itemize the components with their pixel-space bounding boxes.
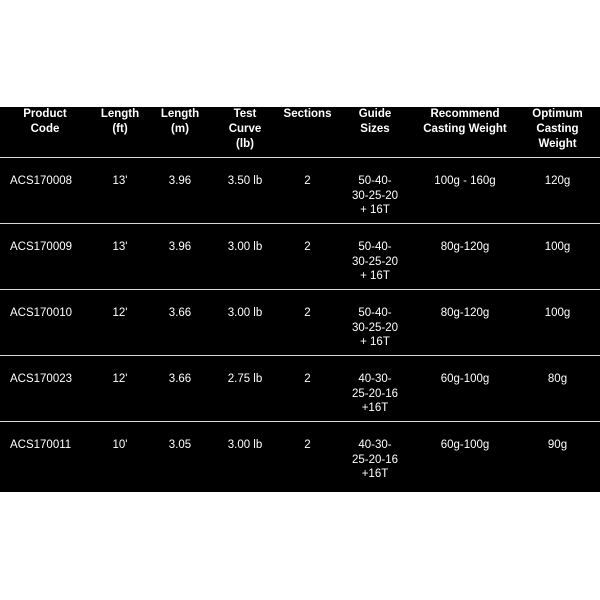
- cell-optimum-casting-weight: 100g: [515, 290, 600, 356]
- table-row: [0, 290, 600, 356]
- cell-guide-sizes: 40-30- 25-20-16 +16T: [351, 439, 399, 480]
- cell-length-ft: 13': [90, 158, 150, 224]
- cell-test-curve: 3.50 lb: [210, 158, 280, 224]
- cell-guide-sizes: 40-30- 25-20-16 +16T: [335, 356, 415, 422]
- cell-sections: 2: [280, 158, 335, 224]
- cell-product-code: ACS170023: [0, 356, 90, 422]
- header-length-m: Length (m): [150, 107, 210, 158]
- cell-length-ft: 12': [90, 356, 150, 422]
- cell-recommend-casting-weight: 100g - 160g: [415, 158, 515, 224]
- cell-sections: 2: [280, 224, 335, 290]
- cell-length-m: 3.66: [150, 290, 210, 356]
- cell-sections: 2: [280, 356, 335, 422]
- cell-optimum-casting-weight: 120g: [515, 158, 600, 224]
- cell-length-ft: 12': [90, 290, 150, 356]
- table-row: [0, 422, 600, 488]
- cell-optimum-casting-weight: 80g: [515, 356, 600, 422]
- cell-sections: 2: [304, 439, 311, 451]
- cell-product-code: ACS170009: [0, 224, 90, 290]
- header-sections: Sections: [280, 107, 335, 158]
- cell-optimum-casting-weight: 100g: [515, 224, 600, 290]
- table-header-row: [0, 107, 600, 158]
- cell-length-m: 3.05: [168, 439, 192, 451]
- cell-test-curve: 3.00 lb: [227, 439, 263, 451]
- cell-test-curve: 2.75 lb: [210, 356, 280, 422]
- cell-product-code: ACS170010: [0, 290, 90, 356]
- header-guide-sizes: Guide Sizes: [335, 107, 415, 158]
- table-row: [0, 158, 600, 224]
- cell-length-ft: 13': [90, 224, 150, 290]
- cell-length-m: 3.96: [150, 158, 210, 224]
- cell-guide-sizes: 50-40- 30-25-20 + 16T: [335, 158, 415, 224]
- cell-guide-sizes: 50-40- 30-25-20 + 16T: [335, 224, 415, 290]
- table-row: [0, 224, 600, 290]
- header-product-code: Product Code: [0, 107, 90, 158]
- header-length-ft: Length (ft): [90, 107, 150, 158]
- header-test-curve: Test Curve (lb): [210, 107, 280, 158]
- header-optimum-casting-weight: Optimum Casting Weight: [515, 107, 600, 158]
- rod-spec-table: [0, 107, 600, 488]
- cell-sections: 2: [280, 290, 335, 356]
- cell-length-m: 3.96: [150, 224, 210, 290]
- cell-recommend-casting-weight: 60g-100g: [415, 356, 515, 422]
- spec-table-panel: [0, 107, 600, 492]
- cell-test-curve: 3.00 lb: [210, 224, 280, 290]
- cell-test-curve: 3.00 lb: [210, 290, 280, 356]
- cell-guide-sizes: 50-40- 30-25-20 + 16T: [335, 290, 415, 356]
- cell-product-code: ACS170008: [0, 158, 90, 224]
- cell-optimum-casting-weight: 90g: [547, 439, 568, 451]
- cell-length-m: 3.66: [150, 356, 210, 422]
- cell-recommend-casting-weight: 60g-100g: [440, 439, 490, 451]
- cell-length-ft: 10': [112, 439, 128, 451]
- cell-recommend-casting-weight: 80g-120g: [415, 224, 515, 290]
- cell-recommend-casting-weight: 80g-120g: [415, 290, 515, 356]
- cell-product-code: ACS170011: [10, 439, 72, 451]
- table-row: [0, 356, 600, 422]
- header-recommend-casting-weight: Recommend Casting Weight: [415, 107, 515, 158]
